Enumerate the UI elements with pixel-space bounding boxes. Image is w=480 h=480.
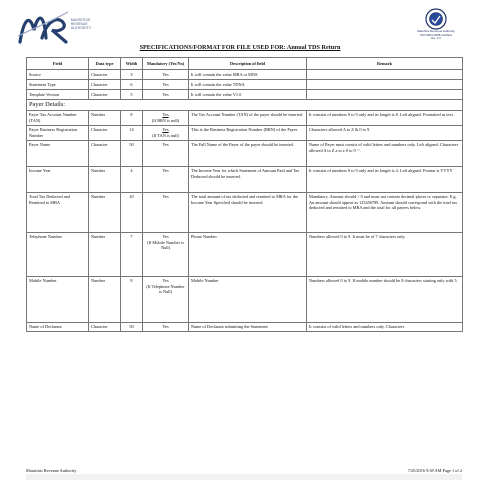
- mandatory-value: Yes: [162, 127, 169, 133]
- field-cell: Payer Name: [27, 140, 89, 166]
- mandatory-note: (If Mobile Number is Null): [147, 239, 184, 251]
- mandatory-note: (If BRN is null): [151, 117, 180, 123]
- mandatory-value: Yes: [162, 234, 169, 240]
- mandatory-value: Yes: [162, 112, 169, 118]
- table-row: [27, 80, 463, 90]
- type-cell: Number: [89, 192, 121, 232]
- remark-cell: Mandatory. Amount should > 0 and must not contain decimal places or separator. E.g. An amount should appear as 123456789. Amount should correspond with the total tax deducted and remitted to MRA and the total for all payees below.: [307, 192, 463, 232]
- mandatory-cell: Yes: [143, 70, 189, 80]
- col-header: Data type: [89, 58, 121, 70]
- desc-cell: It will contain the value TDNA: [189, 80, 307, 90]
- mandatory-note: (If Telephone Number is Null): [146, 283, 185, 295]
- mandatory-cell: Yes: [143, 80, 189, 90]
- mandatory-cell: Yes: [143, 166, 189, 192]
- page-bottom-strip: [26, 474, 462, 480]
- mandatory-cell: [143, 125, 189, 140]
- mandatory-cell: Yes: [143, 322, 189, 332]
- mandatory-cell: [143, 110, 189, 125]
- footer-right: 7/25/2016 9:38 AM Page 1 of 2: [407, 468, 462, 473]
- col-header: Mandatory (Yes/No): [143, 58, 189, 70]
- remark-cell: Numbers allowed 0 to 9. If mobile number should be 8 characters starting only with 5.: [307, 276, 463, 322]
- width-cell: 20: [121, 192, 143, 232]
- desc-cell: It will contain the value MRA or MNS: [189, 70, 307, 80]
- logo-line: MAURITIUS: [71, 18, 91, 22]
- type-cell: Character: [89, 322, 121, 332]
- type-cell: Character: [89, 70, 121, 80]
- remark-cell: It consists of numbers 0 to 9 only and its length is 4. Left aligned. Format is YYYY: [307, 166, 463, 192]
- desc-cell: The Income Year for which Statement of Amount Paid and Tax Deducted should be inserted.: [189, 166, 307, 192]
- type-cell: Character: [89, 140, 121, 166]
- mandatory-cell: [143, 232, 189, 276]
- field-cell: Template Version: [27, 90, 89, 100]
- field-cell: Payer Tax Account Number (TAN): [27, 110, 89, 125]
- mra-logo-text: [71, 18, 91, 30]
- mandatory-note: (If TAN is null): [152, 132, 179, 138]
- remark-cell: Name of Payer must consist of valid letters and numbers only. Left aligned. Characters allowed A to Z a to z 0 to 9 '-'.: [307, 140, 463, 166]
- width-cell: 7: [121, 232, 143, 276]
- field-cell: Name of Declarant: [27, 322, 89, 332]
- col-header: Remark: [307, 58, 463, 70]
- col-header: Description of field: [189, 58, 307, 70]
- section-row: [27, 100, 463, 110]
- field-cell: Mobile Number: [27, 276, 89, 322]
- footer-left: Mauritius Revenue Authority: [26, 468, 77, 473]
- remark-cell: [307, 70, 463, 80]
- table-row: [27, 90, 463, 100]
- mandatory-cell: [143, 276, 189, 322]
- table-row: [27, 322, 463, 332]
- seal-caption: No. 1.0: [431, 36, 441, 41]
- table-row: [27, 276, 463, 322]
- type-cell: Character: [89, 80, 121, 90]
- width-cell: 8: [121, 276, 143, 322]
- type-cell: Character: [89, 90, 121, 100]
- table-row: [27, 140, 463, 166]
- table-row: [27, 232, 463, 276]
- width-cell: 6: [121, 80, 143, 90]
- width-cell: 50: [121, 140, 143, 166]
- table-row: [27, 70, 463, 80]
- width-cell: 8: [121, 110, 143, 125]
- certification-seal: [400, 8, 472, 48]
- remark-cell: It consists of valid letters and numbers only. Characters: [307, 322, 463, 332]
- table-row: [27, 125, 463, 140]
- mra-logo: [16, 8, 108, 46]
- desc-cell: Phone Number: [189, 232, 307, 276]
- section-title: Payer Details:: [27, 100, 463, 110]
- spec-table: [26, 57, 463, 332]
- remark-cell: [307, 80, 463, 90]
- table-header-row: [27, 58, 463, 70]
- field-cell: Source: [27, 70, 89, 80]
- mandatory-value: Yes: [162, 278, 169, 284]
- col-header: Field: [27, 58, 89, 70]
- remark-cell: Characters allowed A to Z & 0 to 9.: [307, 125, 463, 140]
- desc-cell: The Full Name of the Payer of the payer should be inserted.: [189, 140, 307, 166]
- type-cell: Number: [89, 166, 121, 192]
- desc-cell: The Tax Account Number (TAN) of the payer should be inserted.: [189, 110, 307, 125]
- desc-cell: This is the Business Registration Number (BRN) of the Payer.: [189, 125, 307, 140]
- field-cell: Telephone Number: [27, 232, 89, 276]
- width-cell: 50: [121, 322, 143, 332]
- seal-icon: [425, 8, 447, 30]
- desc-cell: Mobile Number: [189, 276, 307, 322]
- remark-cell: [307, 90, 463, 100]
- type-cell: Number: [89, 110, 121, 125]
- field-cell: Total Tax Deducted and Remitted to MRA: [27, 192, 89, 232]
- col-header: Width: [121, 58, 143, 70]
- type-cell: Character: [89, 125, 121, 140]
- field-cell: Payer Business Registration Number: [27, 125, 89, 140]
- table-row: [27, 166, 463, 192]
- remark-cell: Numbers allowed 0 to 9. It must be of 7 characters only.: [307, 232, 463, 276]
- logo-line: REVENUE: [71, 22, 88, 26]
- width-cell: 14: [121, 125, 143, 140]
- desc-cell: It will contain the value V1.0: [189, 90, 307, 100]
- field-cell: Statement Type: [27, 80, 89, 90]
- field-cell: Income Year: [27, 166, 89, 192]
- table-row: [27, 110, 463, 125]
- width-cell: 5: [121, 90, 143, 100]
- type-cell: Number: [89, 276, 121, 322]
- logo-line: AUTHORITY: [71, 26, 92, 30]
- mandatory-cell: Yes: [143, 192, 189, 232]
- seal-caption: ISO 9001:2008 certified: [420, 32, 452, 37]
- seal-caption: Mauritius Revenue Authority: [417, 29, 455, 33]
- width-cell: 4: [121, 166, 143, 192]
- document-title: SPECIFICATIONS/FORMAT FOR FILE USED FOR: Annual TDS Return: [139, 44, 341, 51]
- type-cell: Number: [89, 232, 121, 276]
- table-row: [27, 192, 463, 232]
- desc-cell: Name of Declarant submitting the Statement: [189, 322, 307, 332]
- remark-cell: It consists of numbers 0 to 9 only and its length is 8. Left aligned. Formatted as text.: [307, 110, 463, 125]
- mandatory-cell: Yes: [143, 90, 189, 100]
- mra-logo-mark-icon: [16, 8, 70, 46]
- desc-cell: The total amount of tax deducted and remitted to MRA for the Income Year Specified should be inserted.: [189, 192, 307, 232]
- mandatory-cell: Yes: [143, 140, 189, 166]
- width-cell: 3: [121, 70, 143, 80]
